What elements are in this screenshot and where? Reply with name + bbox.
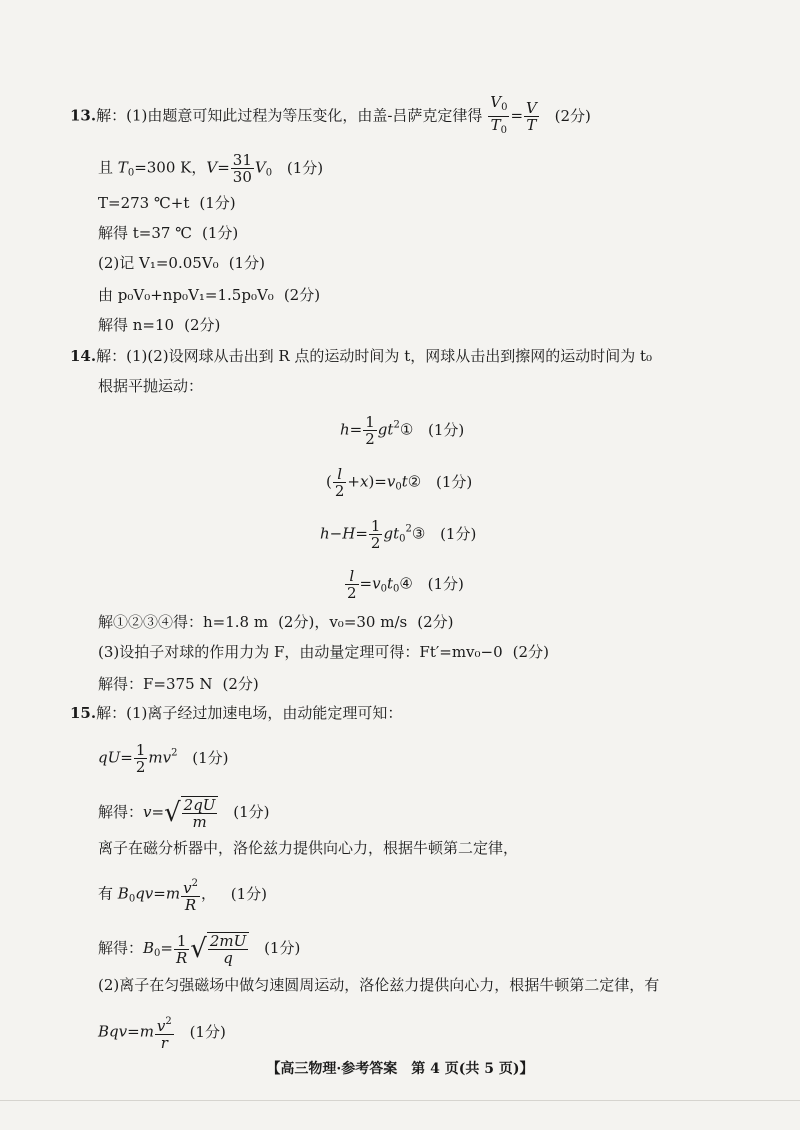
q14-number: 14.	[70, 347, 97, 365]
q15-one-over-R: $\frac{1}{R}$	[176, 931, 188, 967]
q14-eq2-marks: (1分)	[435, 472, 473, 491]
q15-line6: 解得：$B_0=$ $\frac{1}{R}$ √ $\frac{2mU}{q}$ (1分)	[98, 931, 301, 967]
q15-sqrt-2qU-over-m: √ $\frac{2qU}{m}$	[164, 796, 218, 830]
q15-v2-over-r: $\frac{v^2}{r}$	[156, 1016, 172, 1052]
q13-line2-t0: =300 K，	[134, 158, 207, 177]
q14-line3	[98, 642, 549, 662]
q14-result-marks-2: (2分)	[417, 613, 454, 631]
q14-result	[98, 612, 453, 632]
q14-eq3-marks: (1分)	[440, 524, 477, 543]
q13-number: 13.	[70, 106, 97, 125]
q14-equation-2: ( $\frac{l}{2}$ $+x)=v_0t②$ (1分)	[326, 465, 473, 500]
q15-v2-over-R: $\frac{v^2}{R}$	[183, 878, 198, 914]
q13-line5-marks: (1分)	[228, 254, 265, 272]
q14-eq1-marks: (1分)	[428, 420, 465, 439]
q15-line3-prefix: 解得：	[98, 803, 144, 821]
q15-eq1-half: $\frac{1}{2}$	[135, 741, 146, 776]
q15-line4: 离子在磁分析器中，洛伦兹力提供向心力，根据牛顿第二定律，	[98, 839, 519, 857]
q15-line8-marks: (1分)	[189, 1022, 226, 1041]
q13-line3	[98, 193, 236, 213]
q14-line4-text: 解得：F=375 N	[98, 675, 213, 693]
q14-line4-marks: (2分)	[222, 675, 259, 693]
q13-line3-text: T=273 ℃+t	[98, 194, 190, 212]
q13-line7-text: 解得 n=10	[98, 316, 175, 334]
q14-eq4-marks: (1分)	[427, 574, 464, 593]
q14-eq3-half: $\frac{1}{2}$	[370, 517, 381, 552]
q13-line2: 且 $T_0=300$ K，V= $\frac{31}{30}$ $V_0$ (1分)	[98, 151, 324, 186]
q13-line7	[98, 315, 220, 335]
q13-line3-marks: (1分)	[199, 194, 236, 212]
q15-intro: 解：(1)离子经过加速电场，由动能定理可知：	[96, 704, 403, 722]
q13-line5-text: (2)记 V₁=0.05V₀	[98, 254, 219, 272]
q13-line2-prefix: 且	[98, 158, 114, 177]
q13-line6	[98, 285, 320, 305]
q14-result-marks-1: (2分)，	[278, 613, 330, 631]
q13-line5	[98, 253, 265, 273]
q15-line8: Bqv=m $\frac{v^2}{r}$ (1分)	[98, 1016, 226, 1052]
page-footer: 【高三物理·参考答案 第 4 页(共 5 页)】	[266, 1061, 534, 1077]
q15-equation-1: qU= $\frac{1}{2}$ $mv^2$ (1分)	[98, 741, 229, 776]
q13-eq1-marks: (2分)	[554, 106, 591, 125]
q15-line5: 有 $B_0qv=m$ $\frac{v^2}{R}$ ， (1分)	[98, 878, 267, 914]
q13-line6-marks: (2分)	[283, 286, 321, 304]
q14-line4	[98, 674, 259, 694]
q13-line4	[98, 223, 238, 243]
q14-equation-1: h= $\frac{1}{2}$ $gt^2①$ (1分)	[340, 413, 465, 448]
q15-line3-marks: (1分)	[233, 803, 270, 821]
q14-equation-3: h−H= $\frac{1}{2}$ $gt_0^2③$ (1分)	[320, 517, 477, 552]
q14-equation-4: $\frac{l}{2}$ $=v_0t_0④$ (1分)	[347, 567, 464, 602]
q13-line4-marks: (1分)	[202, 224, 239, 242]
q15-line6-prefix: 解得：	[98, 939, 144, 957]
q13-formula-v0-t0: $\frac{V_0}{T_0}$	[490, 93, 508, 136]
q14-eq2-l-over-2: $\frac{l}{2}$	[334, 465, 345, 500]
q13-line2-marks: (1分)	[286, 158, 324, 177]
q15-line3: 解得：v=√ $\frac{2qU}{m}$ (1分)	[98, 796, 270, 831]
q13-line7-marks: (2分)	[184, 316, 221, 334]
q14-eq1-half: $\frac{1}{2}$	[365, 413, 375, 448]
q13-line6-text: 由 p₀V₀+np₀V₁=1.5p₀V₀	[98, 286, 274, 304]
q15-line7: (2)离子在匀强磁场中做匀速圆周运动，洛伦兹力提供向心力，根据牛顿第二定律，有	[98, 976, 660, 994]
q15-number: 15.	[70, 704, 97, 722]
q13-intro: 解：(1)由题意可知此过程为等压变化，由盖-吕萨克定律得	[96, 106, 483, 125]
q14-line3-text: (3)设拍子对球的作用力为 F，由动量定理可得：Ft′=mv₀−0	[98, 643, 503, 661]
q14-line2: 根据平抛运动：	[98, 377, 204, 395]
q14-eq4-l-over-2: $\frac{l}{2}$	[347, 567, 357, 602]
q14-intro: 解：(1)(2)设网球从击出到 R 点的运动时间为 t，网球从击出到擦网的运动时间为 t₀	[96, 347, 653, 365]
q15-header	[70, 703, 402, 723]
q14-result-h: 解①②③④得：h=1.8 m	[98, 613, 269, 631]
q13-formula-v-t: $\frac{V}{T}$	[526, 99, 537, 134]
q13-line4-text: 解得 t=37 ℃	[98, 224, 192, 242]
q13-header: 13.解：(1)由题意可知此过程为等压变化，由盖-吕萨克定律得 $\frac{V_0}{T_0}$ = $\frac{V}{T}$ (2分)	[70, 94, 591, 139]
q15-line5-prefix: 有	[98, 884, 114, 903]
bottom-rule	[0, 1100, 800, 1101]
q14-result-v0: v₀=30 m/s	[329, 613, 408, 631]
q13-fraction-31-30: $\frac{31}{30}$	[232, 151, 252, 186]
q15-line5-marks: (1分)	[230, 884, 267, 903]
q14-line3-marks: (2分)	[512, 643, 549, 661]
q14-header	[70, 346, 652, 366]
q15-line6-marks: (1分)	[264, 939, 301, 957]
q15-sqrt-2mU-over-q: √ $\frac{2mU}{q}$	[190, 932, 249, 966]
q15-eq1-marks: (1分)	[192, 748, 229, 767]
